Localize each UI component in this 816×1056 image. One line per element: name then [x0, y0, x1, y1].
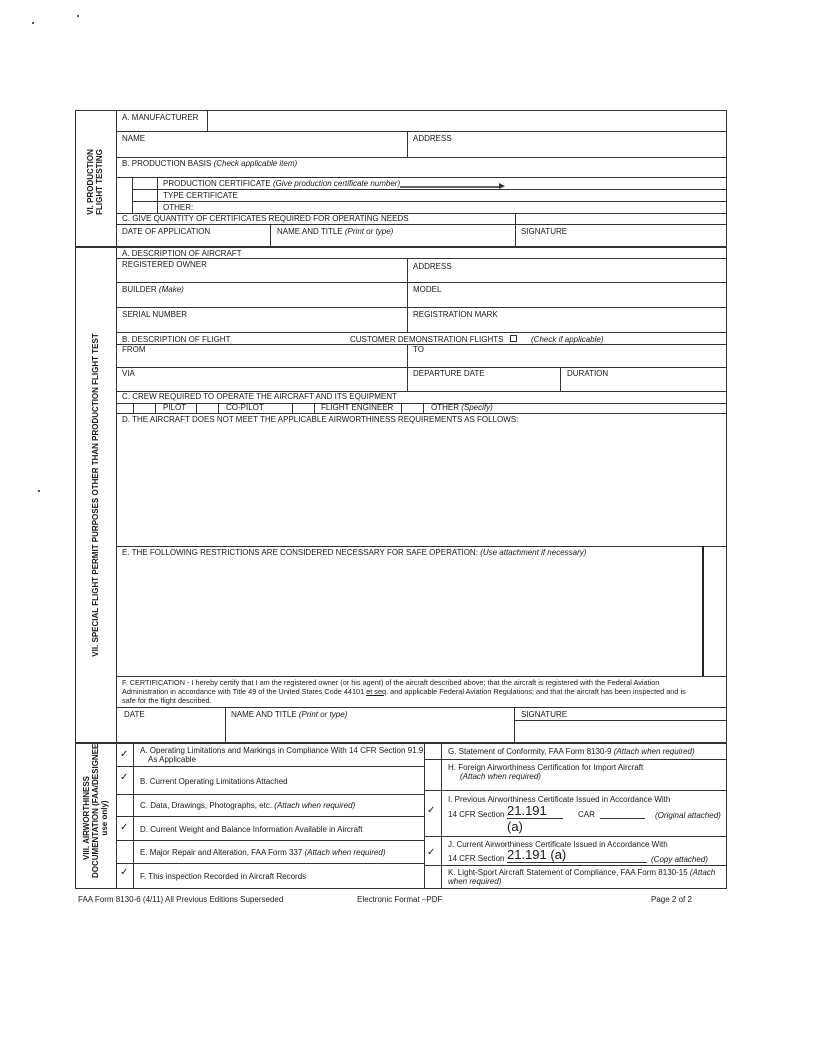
production-basis-hint: (Check applicable item)	[213, 159, 298, 168]
via-field[interactable]	[117, 368, 407, 390]
production-certificate-hint: (Give production certificate number)	[272, 179, 401, 188]
item-h-label	[448, 763, 643, 781]
item-i-cfr-section-field[interactable]: 21.191 (a)	[507, 803, 563, 819]
row-line	[116, 840, 424, 841]
production-certificate-label	[163, 179, 400, 189]
from-field[interactable]	[117, 345, 407, 367]
item-e-checkbox[interactable]	[117, 841, 133, 863]
footer-page-number: Page 2 of 2	[651, 895, 692, 904]
item-k-text: K. Light-Sport Aircraft Statement of Compliance, FAA Form 8130-15	[448, 868, 688, 877]
item-i-car-field[interactable]	[600, 809, 645, 819]
item-c-hint: (Attach when required)	[274, 801, 356, 810]
row-line	[132, 189, 727, 190]
section-vi-title-line2: FLIGHT TESTING	[95, 149, 104, 215]
certification-line-2a: Administration in accordance with Title 49 of the United States Code 44101	[122, 687, 367, 696]
other-crew-text: OTHER	[431, 403, 459, 412]
item-j-prefix: 14 CFR Section	[448, 854, 505, 863]
check-column-divider	[441, 743, 442, 889]
co-pilot-checkbox[interactable]	[197, 404, 218, 413]
registration-mark-field[interactable]	[408, 308, 726, 332]
customer-demo-hint: (Check if applicable)	[531, 335, 604, 344]
row-line	[116, 794, 424, 795]
certification-line-2c: . and applicable Federal Aviation Regulations; and that the aircraft has been inspected and is	[386, 687, 686, 696]
certification-line-2b: et seq	[366, 687, 387, 696]
owner-address-label: ADDRESS	[413, 262, 452, 271]
row-line	[424, 790, 727, 791]
row-line	[116, 766, 424, 767]
section-vii-title: VII. SPECIAL FLIGHT PERMIT PURPOSES OTHER THAN PRODUCTION FLIGHT TEST	[91, 333, 100, 657]
flight-engineer-label: FLIGHT ENGINEER	[321, 403, 394, 412]
other-crew-checkbox[interactable]	[402, 404, 423, 413]
requirements-label: D. THE AIRCRAFT DOES NOT MEET THE APPLICABLE AIRWORTHINESS REQUIREMENTS AS FOLLOWS:	[122, 415, 519, 424]
item-k-hint1: (Attach	[689, 868, 716, 877]
arrow-line	[400, 186, 500, 188]
cert-name-title-text: NAME AND TITLE	[231, 710, 297, 719]
duration-label: DURATION	[567, 369, 609, 378]
date-of-application-field[interactable]	[117, 225, 270, 246]
production-certificate-text: PRODUCTION CERTIFICATE	[163, 179, 271, 188]
item-i-hint: (Original attached)	[655, 811, 721, 820]
pilot-checkbox[interactable]	[134, 404, 155, 413]
to-field[interactable]	[408, 345, 726, 367]
section-viii-title-line2: DOCUMENTATION (FAA/DESIGNEE	[91, 743, 100, 878]
item-k-checkbox[interactable]	[425, 866, 441, 888]
departure-date-field[interactable]	[408, 368, 560, 390]
row-line	[116, 816, 424, 817]
crew-divider	[218, 403, 219, 413]
flight-engineer-checkbox[interactable]	[293, 404, 314, 413]
item-k-label	[448, 868, 715, 886]
departure-date-label: DEPARTURE DATE	[413, 369, 485, 378]
requirements-textarea[interactable]	[117, 427, 726, 545]
registration-mark-label: REGISTRATION MARK	[413, 310, 498, 319]
item-a-text: A. Operating Limitations and Markings in Compliance With 14 CFR Section 91.9,	[140, 746, 426, 755]
certification-line-2	[122, 687, 686, 696]
scan-speck	[77, 15, 79, 17]
address-label: ADDRESS	[413, 134, 452, 143]
row-line	[116, 332, 727, 333]
name-title-field[interactable]	[271, 225, 515, 246]
restrictions-hint: (Use attachment if necessary)	[480, 548, 587, 557]
type-certificate-checkbox[interactable]	[133, 190, 157, 201]
section-vi-title	[86, 132, 106, 232]
row-line	[424, 865, 727, 866]
footer-format: Electronic Format –PDF	[357, 895, 443, 904]
name-title-hint: (Print or type)	[344, 227, 394, 236]
row-line	[116, 546, 727, 547]
item-j-cfr-section-field[interactable]: 21.191 (a)	[507, 847, 647, 863]
item-g-checkbox[interactable]	[425, 744, 441, 759]
scan-speck	[32, 22, 34, 24]
pilot-label: PILOT	[163, 403, 187, 412]
item-b-check-icon[interactable]: ✓	[120, 772, 129, 783]
production-certificate-number-field[interactable]	[506, 178, 726, 188]
restrictions-text: E. THE FOLLOWING RESTRICTIONS ARE CONSIDERED NECESSARY FOR SAFE OPERATION:	[122, 548, 478, 557]
row-line	[116, 863, 424, 864]
quantity-label: C. GIVE QUANTITY OF CERTIFICATES REQUIRED FOR OPERATING NEEDS	[122, 214, 409, 223]
item-h-hint: (Attach when required)	[460, 772, 541, 781]
description-of-flight-label: B. DESCRIPTION OF FLIGHT	[122, 335, 231, 344]
item-j-label: J. Current Airworthiness Certificate Issued in Accordance With	[448, 840, 668, 849]
cert-signature-field[interactable]	[515, 721, 726, 742]
other-checkbox[interactable]	[133, 202, 157, 213]
cert-date-label: DATE	[124, 710, 145, 719]
item-j-check-icon[interactable]: ✓	[427, 847, 436, 858]
builder-hint: (Make)	[158, 285, 184, 294]
item-j-hint: (Copy attached)	[651, 855, 708, 864]
row-line	[116, 157, 727, 158]
row-line	[116, 676, 727, 677]
item-g-label	[448, 747, 695, 757]
item-a-label	[140, 746, 425, 764]
item-e-text: E. Major Repair and Alteration, FAA Form 337	[140, 848, 303, 857]
item-c-checkbox[interactable]	[117, 795, 133, 816]
manufacturer-field[interactable]	[208, 111, 726, 131]
row-divider	[157, 177, 158, 213]
co-pilot-label: CO-PILOT	[226, 403, 264, 412]
item-c-label	[140, 801, 355, 811]
item-e-label	[140, 848, 385, 858]
duration-field[interactable]	[561, 368, 726, 390]
other-crew-hint: (Specify)	[461, 403, 493, 412]
model-label: MODEL	[413, 285, 442, 294]
restrictions-label	[122, 548, 586, 558]
description-of-aircraft-label: A. DESCRIPTION OF AIRCRAFT	[122, 249, 242, 258]
item-d-check-icon[interactable]: ✓	[120, 822, 129, 833]
row-line	[116, 413, 727, 414]
section-vi-title-line1: VI. PRODUCTION	[86, 149, 95, 215]
crew-label: C. CREW REQUIRED TO OPERATE THE AIRCRAFT AND ITS EQUIPMENT	[122, 392, 397, 401]
owner-address-field[interactable]	[408, 259, 726, 282]
item-h-checkbox[interactable]	[425, 760, 441, 790]
registered-owner-field[interactable]	[117, 259, 407, 282]
other-crew-label	[431, 403, 493, 413]
item-c-text: C. Data, Drawings, Photographs, etc.	[140, 801, 273, 810]
item-g-text: G. Statement of Conformity, FAA Form 8130-9	[448, 747, 612, 756]
item-g-hint: (Attach when required)	[613, 747, 695, 756]
certification-line-3: safe for the flight described.	[122, 696, 212, 705]
item-b-label: B. Current Operating Limitations Attached	[140, 777, 288, 786]
name-field[interactable]	[117, 132, 407, 156]
other-label: OTHER:	[163, 203, 194, 212]
other-crew-field[interactable]	[510, 404, 726, 413]
item-h-text: H. Foreign Airworthiness Certification for Import Aircraft	[448, 763, 644, 772]
restrictions-textarea[interactable]	[117, 560, 701, 675]
item-f-label: F. This inspection Recorded in Aircraft Records	[140, 872, 307, 881]
production-basis-label	[122, 159, 297, 169]
production-certificate-checkbox[interactable]	[133, 178, 157, 189]
signature-label: SIGNATURE	[521, 227, 568, 236]
registered-owner-label: REGISTERED OWNER	[122, 260, 207, 269]
type-certificate-label: TYPE CERTIFICATE	[163, 191, 238, 200]
cert-date-field[interactable]	[117, 708, 225, 742]
item-e-hint: (Attach when required)	[304, 848, 386, 857]
item-i-check-icon[interactable]: ✓	[427, 805, 436, 816]
restrictions-scroll-divider	[702, 546, 704, 676]
item-i-prefix: 14 CFR Section	[448, 810, 505, 819]
name-title-text: NAME AND TITLE	[277, 227, 343, 236]
name-label: NAME	[122, 134, 146, 143]
section-viii-title-line3: use only)	[100, 800, 109, 836]
crew-divider	[423, 403, 424, 413]
cert-signature-label: SIGNATURE	[521, 710, 568, 719]
serial-number-label: SERIAL NUMBER	[122, 310, 188, 319]
production-basis-text: B. PRODUCTION BASIS	[122, 159, 212, 168]
builder-field[interactable]	[117, 283, 407, 307]
item-i-label: I. Previous Airworthiness Certificate Issued in Accordance With	[448, 795, 671, 804]
quantity-field[interactable]	[516, 214, 726, 224]
section-viii-title-line1: VIII. AIRWORTHINESS	[82, 776, 91, 861]
cert-name-title-hint: (Print or type)	[298, 710, 348, 719]
row-line	[424, 759, 727, 760]
item-f-check-icon[interactable]: ✓	[120, 867, 129, 878]
item-k-hint2: when required)	[448, 877, 502, 886]
address-field[interactable]	[408, 132, 726, 156]
signature-field[interactable]	[516, 225, 726, 246]
footer-form-id: FAA Form 8130-6 (4/11) All Previous Editions Superseded	[78, 895, 284, 904]
row-line	[424, 836, 727, 837]
cert-name-title-field[interactable]	[226, 708, 514, 742]
date-of-application-label: DATE OF APPLICATION	[122, 227, 211, 236]
from-label: FROM	[122, 345, 146, 354]
certification-text	[122, 678, 686, 705]
item-a-check-icon[interactable]: ✓	[120, 749, 129, 760]
other-field[interactable]	[200, 202, 726, 213]
item-a-text2: As Applicable	[148, 755, 197, 764]
crew-divider	[155, 403, 156, 413]
item-i-car-label: CAR	[578, 810, 595, 819]
item-d-label: D. Current Weight and Balance Information Available in Aircraft	[140, 825, 363, 834]
certification-line-1: F. CERTIFICATION - I hereby certify that I am the registered owner (or his agent) of the aircraft described above; that the aircraft is registered with the Federal Aviation	[122, 678, 660, 687]
manufacturer-label: A. MANUFACTURER	[122, 113, 199, 122]
customer-demo-label: CUSTOMER DEMONSTRATION FLIGHTS	[350, 335, 504, 344]
section-viii-title	[82, 743, 110, 878]
serial-number-field[interactable]	[117, 308, 407, 332]
customer-demo-checkbox[interactable]	[510, 335, 517, 342]
builder-text: BUILDER	[122, 285, 157, 294]
scan-speck	[38, 490, 40, 492]
via-label: VIA	[122, 369, 135, 378]
model-field[interactable]	[408, 283, 726, 307]
crew-divider	[314, 403, 315, 413]
to-label: TO	[413, 345, 424, 354]
